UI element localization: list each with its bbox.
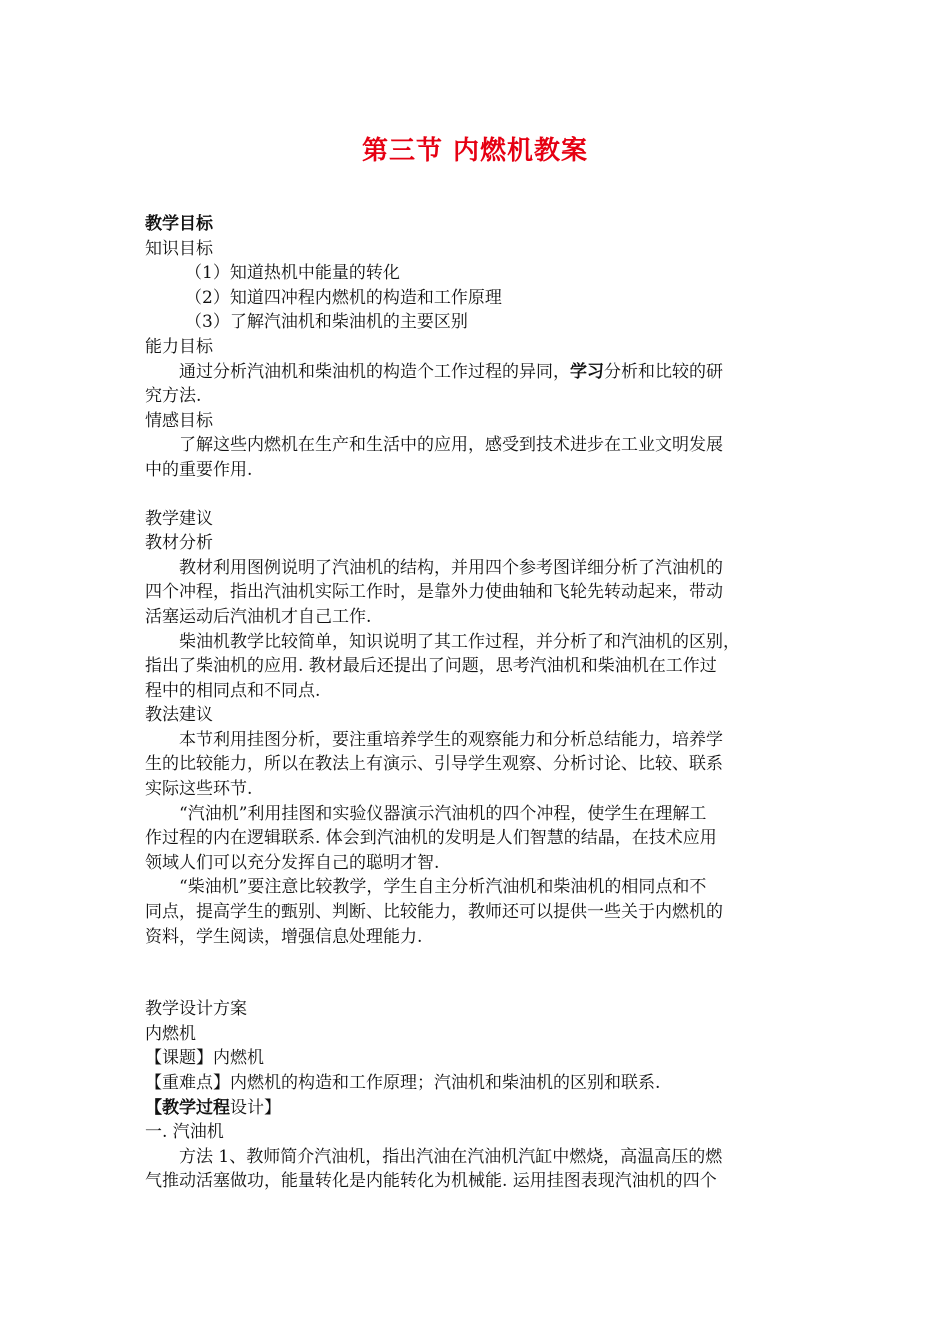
- emotion-paragraph-line: 了解这些内燃机在生产和生活中的应用，感受到技术进步在工业文明发展: [179, 435, 723, 456]
- method-line: “汽油机”利用挂图和实验仪器演示汽油机的四个冲程，使学生在理解工: [179, 803, 707, 824]
- method-line: 本节利用挂图分析，要注重培养学生的观察能力和分析总结能力，培养学: [179, 729, 723, 750]
- method-line: 实际这些环节.: [145, 779, 253, 800]
- focus-label: 【重难点】内燃机的构造和工作原理；汽油机和柴油机的区别和联系.: [145, 1073, 661, 1093]
- method-line: 作过程的内在逻辑联系. 体会到汽油机的发明是人们智慧的结晶，在技术应用: [145, 828, 717, 849]
- design-method-line: 气推动活塞做功，能量转化是内能转化为机械能. 运用挂图表现汽油机的四个: [145, 1171, 717, 1192]
- material-line: 柴油机教学比较简单，知识说明了其工作过程，并分析了和汽油机的区别，: [179, 631, 740, 652]
- process-heading: [145, 1096, 805, 1121]
- material-line: 四个冲程，指出汽油机实际工作时，是靠外力使曲轴和飞轮先转动起来，带动: [145, 582, 723, 603]
- section-heading: 一. 汽油机: [145, 1122, 224, 1143]
- emotion-heading: 情感目标: [145, 410, 213, 431]
- document-title: 第三节 内燃机教案: [361, 136, 589, 166]
- document-body: [145, 212, 805, 1194]
- method-heading: 教法建议: [145, 705, 213, 726]
- ability-text: 分析和比较的研: [604, 361, 723, 382]
- method-line: “柴油机”要注意比较教学，学生自主分析汽油机和柴油机的相同点和不: [179, 877, 707, 898]
- material-line: 教材利用图例说明了汽油机的结构，并用四个参考图详细分析了汽油机的: [179, 557, 723, 578]
- method-line: 同点，提高学生的甄别、判断、比较能力，教师还可以提供一些关于内燃机的: [145, 902, 723, 923]
- material-heading: 教材分析: [145, 533, 213, 554]
- design-method-line: 方法 1、教师简介汽油机，指出汽油在汽油机汽缸中燃烧，高温高压的燃: [179, 1146, 723, 1167]
- knowledge-item: （3）了解汽油机和柴油机的主要区别: [185, 312, 468, 333]
- process-text: 设计】: [230, 1097, 281, 1118]
- suggestions-heading: 教学建议: [145, 508, 213, 529]
- ability-bold-text: 学习: [570, 361, 604, 382]
- method-line: 生的比较能力，所以在教法上有演示、引导学生观察、分析讨论、比较、联系: [145, 754, 723, 775]
- lesson-label: 【课题】内燃机: [145, 1048, 264, 1069]
- design-heading: 教学设计方案: [145, 999, 247, 1020]
- ability-paragraph-line: 究方法.: [145, 386, 202, 407]
- ability-paragraph-line: [145, 360, 805, 385]
- material-line: 指出了柴油机的应用. 教材最后还提出了问题，思考汽油机和柴油机在工作过: [145, 656, 717, 677]
- objectives-heading: 教学目标: [145, 214, 213, 234]
- material-line: 活塞运动后汽油机才自己工作.: [145, 606, 372, 627]
- method-line: 领域人们可以充分发挥自己的聪明才智.: [145, 852, 440, 873]
- material-line: 程中的相同点和不同点.: [145, 680, 321, 701]
- knowledge-item: （2）知道四冲程内燃机的构造和工作原理: [185, 287, 502, 308]
- ability-heading: 能力目标: [145, 336, 213, 357]
- emotion-paragraph-line: 中的重要作用.: [145, 459, 253, 480]
- process-bold-text: 【教学过程: [145, 1097, 230, 1118]
- method-line: 资料，学生阅读，增强信息处理能力.: [145, 926, 423, 947]
- knowledge-heading: 知识目标: [145, 238, 213, 259]
- design-topic: 内燃机: [145, 1023, 196, 1044]
- knowledge-item: （1）知道热机中能量的转化: [185, 263, 400, 284]
- ability-text: 通过分析汽油机和柴油机的构造个工作过程的异同，: [179, 361, 570, 382]
